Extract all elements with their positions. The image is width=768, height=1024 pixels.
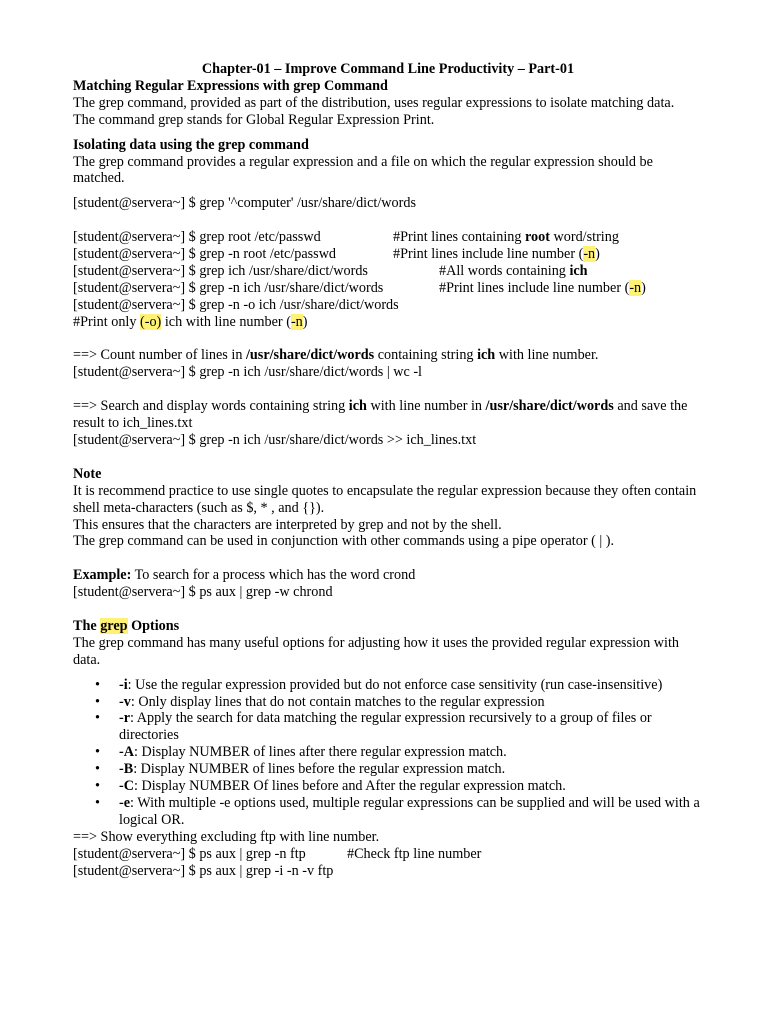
list-item: • -r: Apply the search for data matching the regular expression recursively to a group of files or directories: [119, 710, 703, 744]
comment-line: #Print only (-o) ich with line number (-n): [73, 313, 308, 330]
list-item: • -e: With multiple -e options used, multiple regular expressions can be supplied and will be used with a logical OR.: [119, 795, 703, 829]
paragraph: The grep command has many useful options for adjusting how it uses the provided regular expression with data.: [73, 634, 679, 668]
command-line: [student@servera~] $ grep -n root /etc/passwd #Print lines include line number (-n): [73, 246, 600, 263]
highlight: -n: [629, 279, 642, 296]
list-item: • -v: Only display lines that do not contain matches to the regular expression: [119, 694, 703, 711]
section-heading-matching: Matching Regular Expressions with grep Command: [73, 77, 388, 94]
list-item: • -i: Use the regular expression provided but do not enforce case sensitivity (run case-insensitive): [119, 677, 703, 694]
highlight: (-o): [140, 313, 162, 330]
highlight: -n: [583, 246, 596, 263]
example-line: Example: To search for a process which has the word crond: [73, 567, 416, 584]
command-line: [student@servera~] $ grep -n -o ich /usr/share/dict/words: [73, 296, 399, 313]
document-body: [73, 61, 703, 880]
paragraph: The command grep stands for Global Regular Expression Print.: [73, 111, 435, 128]
command-line: [student@servera~] $ grep -n ich /usr/share/dict/words | wc -l: [73, 364, 423, 381]
paragraph: It is recommend practice to use single quotes to encapsulate the regular expression because they often contain shell meta-characters (such as $, * , and {}).: [73, 482, 697, 516]
command-line: [student@servera~] $ grep root /etc/passwd #Print lines containing root word/string: [73, 229, 619, 246]
command-line: [student@servera~] $ grep -n ich /usr/share/dict/words >> ich_lines.txt: [73, 431, 477, 448]
options-heading: The grep Options: [73, 617, 180, 634]
instruction-line: ==> Count number of lines in /usr/share/dict/words containing string ich with line number.: [73, 347, 599, 364]
paragraph: This ensures that the characters are interpreted by grep and not by the shell.: [73, 516, 502, 533]
command-line: [student@servera~] $ ps aux | grep -n ftp #Check ftp line number: [73, 845, 482, 862]
command-line: [student@servera~] $ grep '^computer' /usr/share/dict/words: [73, 195, 416, 212]
page-title: Chapter-01 – Improve Command Line Productivity – Part-01: [201, 61, 575, 77]
command-line: [student@servera~] $ ps aux | grep -i -n -v ftp: [73, 862, 334, 879]
command-line: [student@servera~] $ ps aux | grep -w chrond: [73, 584, 333, 601]
options-list: [73, 677, 703, 829]
instruction-line: ==> Show everything excluding ftp with line number.: [73, 828, 380, 845]
command-line: [student@servera~] $ grep -n ich /usr/share/dict/words #Print lines include line number (-n): [73, 279, 646, 296]
note-heading: Note: [73, 465, 102, 482]
paragraph: The grep command can be used in conjunction with other commands using a pipe operator ( | ).: [73, 533, 615, 550]
highlight: grep: [100, 617, 128, 634]
list-item: • -B: Display NUMBER of lines before the regular expression match.: [119, 761, 703, 778]
instruction-line: ==> Search and display words containing string ich with line number in /usr/share/dict/words and save the result to ich_lines.txt: [73, 398, 688, 432]
list-item: • -A: Display NUMBER of lines after there regular expression match.: [119, 744, 703, 761]
paragraph: The grep command provides a regular expression and a file on which the regular expression should be matched.: [73, 153, 653, 187]
list-item: • -C: Display NUMBER Of lines before and After the regular expression match.: [119, 778, 703, 795]
paragraph: The grep command, provided as part of the distribution, uses regular expressions to isolate matching data.: [73, 94, 675, 111]
command-line: [student@servera~] $ grep ich /usr/share/dict/words #All words containing ich: [73, 262, 588, 279]
section-heading-isolating: Isolating data using the grep command: [73, 136, 309, 153]
highlight: -n: [290, 313, 303, 330]
